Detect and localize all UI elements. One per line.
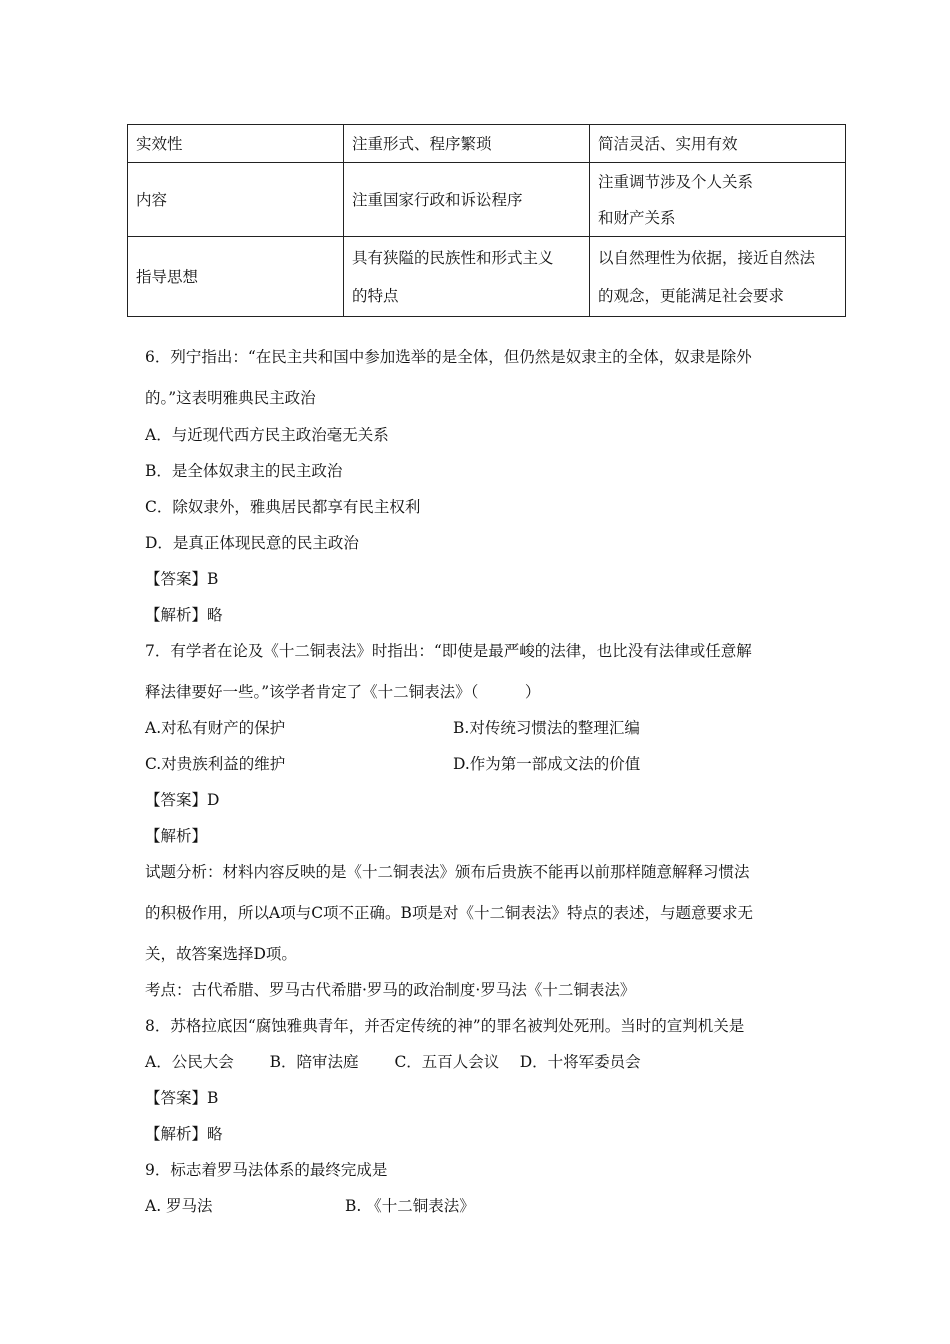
question-6-option-a: A．与近现代西方民主政治毫无关系 [145,426,389,444]
question-7-option-c: C.对贵族利益的维护 [145,755,286,773]
question-7-option-b: B.对传统习惯法的整理汇编 [453,719,640,737]
question-7-answer: 【答案】D [145,791,220,809]
question-6-stem-line-1: 6．列宁指出：“在民主共和国中参加选举的是全体，但仍然是奴隶主的全体，奴隶是除外 [145,348,752,366]
question-6-answer: 【答案】B [145,570,219,588]
question-7-option-d: D.作为第一部成文法的价值 [453,755,641,773]
question-8-answer: 【答案】B [145,1089,219,1107]
question-7-option-a: A.对私有财产的保护 [145,719,286,737]
question-9-option-b: B. 《十二铜表法》 [345,1197,475,1215]
question-7-kaodian: 考点：古代希腊、罗马古代希腊·罗马的政治制度·罗马法《十二铜表法》 [145,981,636,999]
question-6-stem-line-2: 的。”这表明雅典民主政治 [145,389,316,407]
question-7-analysis-line-1: 试题分析：材料内容反映的是《十二铜表法》颁布后贵族不能再以前那样随意解释习惯法 [145,863,750,881]
question-7-stem-line-2: 释法律要好一些。”该学者肯定了《十二铜表法》（ ） [145,683,541,701]
table-row [128,125,846,163]
table-cell-natural: 简洁灵活、实用有效 [590,125,846,163]
question-6-analysis: 【解析】略 [145,606,223,624]
table-cell-roman: 注重国家行政和诉讼程序 [344,163,590,237]
question-9-stem: 9．标志着罗马法体系的最终完成是 [145,1161,388,1179]
table-cell-natural: 以自然理性为依据，接近自然法 的观念，更能满足社会要求 [590,237,846,317]
table-cell-label: 内容 [128,163,344,237]
question-7-analysis-line-3: 关，故答案选择D项。 [145,945,297,963]
question-9-option-a: A. 罗马法 [145,1197,213,1215]
table-cell-roman: 注重形式、程序繁琐 [344,125,590,163]
question-8-stem: 8．苏格拉底因“腐蚀雅典青年，并否定传统的神”的罪名被判处死刑。当时的宣判机关是 [145,1017,745,1035]
table-cell-label: 实效性 [128,125,344,163]
question-7-stem-line-1: 7．有学者在论及《十二铜表法》时指出：“即使是最严峻的法律，也比没有法律或任意解 [145,642,752,660]
table-row [128,237,846,317]
question-6-option-d: D．是真正体现民意的民主政治 [145,534,359,552]
table-row [128,163,846,237]
question-7-analysis-line-2: 的积极作用，所以A项与C项不正确。B项是对《十二铜表法》特点的表述，与题意要求无 [145,904,753,922]
comparison-table [127,124,846,317]
question-6-option-b: B．是全体奴隶主的民主政治 [145,462,343,480]
question-6-option-c: C．除奴隶外，雅典居民都享有民主权利 [145,498,421,516]
table-cell-natural: 注重调节涉及个人关系 和财产关系 [590,163,846,237]
table-cell-roman: 具有狭隘的民族性和形式主义 的特点 [344,237,590,317]
question-8-analysis: 【解析】略 [145,1125,223,1143]
table-cell-label: 指导思想 [128,237,344,317]
question-8-options: A．公民大会 B．陪审法庭 C．五百人会议 D．十将军委员会 [145,1053,641,1071]
question-7-analysis-label: 【解析】 [145,827,208,845]
